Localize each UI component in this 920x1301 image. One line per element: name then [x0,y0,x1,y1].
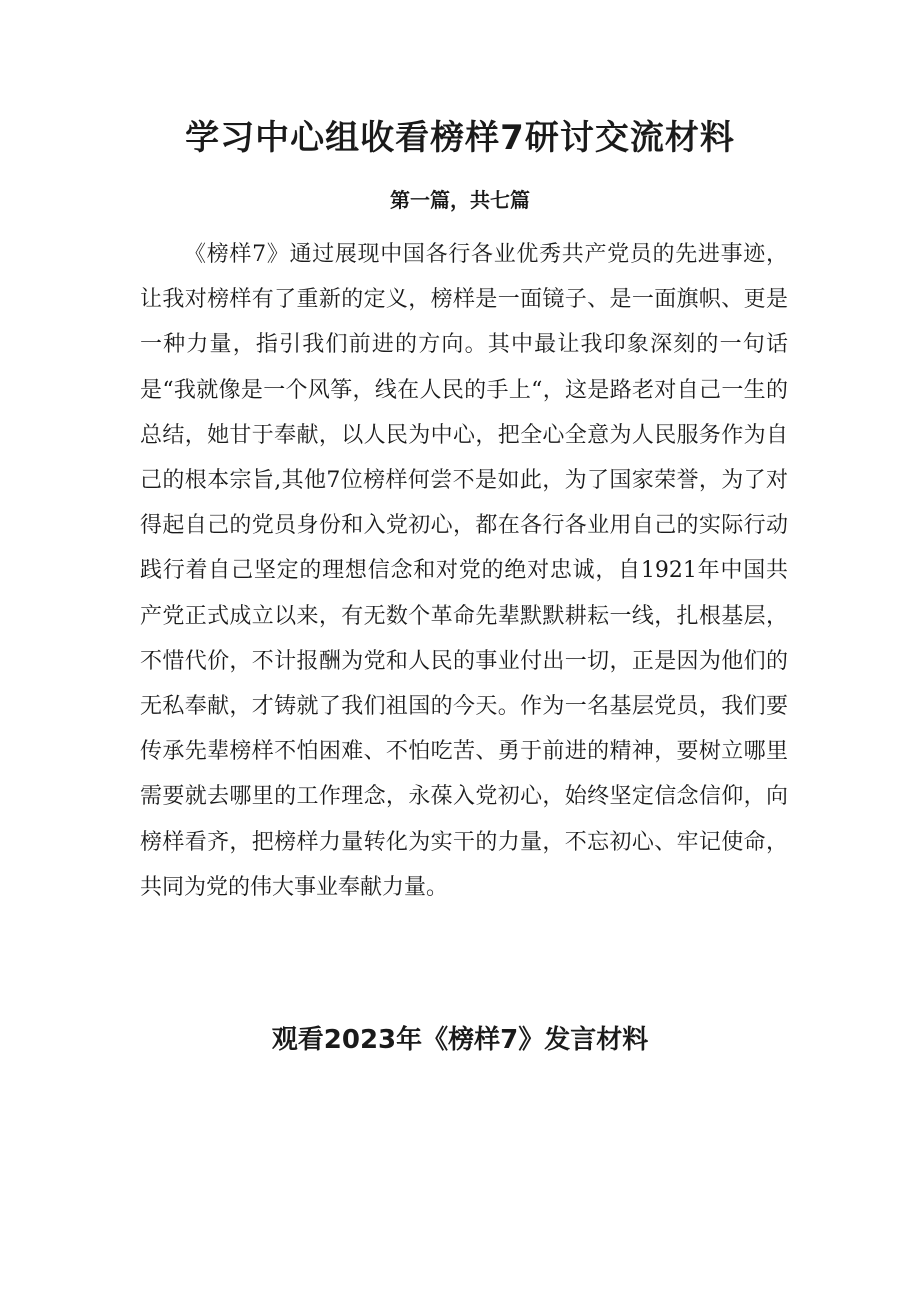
next-section-title: 观看2023年《榜样7》发言材料 [271,1025,649,1055]
section-heading: 第一篇，共七篇 [390,188,530,212]
body-paragraph: 《榜样7》通过展现中国各行各业优秀共产党员的先进事迹，让我对榜样有了重新的定义，榜样是一面镜子、是一面旗帜、更是一种力量，指引我们前进的方向。其中最让我印象深刻的一句话是“我就像是一个风筝，线在人民的手上“，这是路老对自己一生的总结，她甘于奉献，以人民为中心，把全心全意为人民服务作为自己的根本宗旨,其他7位榜样何尝不是如此，为了国家荣誉，为了对得起自己的党员身份和入党初心，都在各行各业用自己的实际行动践行着自己坚定的理想信念和对党的绝对忠诚，自1921年中国共产党正式成立以来，有无数个革命先辈默默耕耘一线，扎根基层，不惜代价，不计报酬为党和人民的事业付出一切，正是因为他们的无私奉献，才铸就了我们祖国的今天。作为一名基层党员，我们要传承先辈榜样不怕困难、不怕吃苦、勇于前进的精神，要树立哪里需要就去哪里的工作理念，永葆入党初心，始终坚定信念信仰，向榜样看齐，把榜样力量转化为实干的力量，不忘初心、牢记使命，共同为党的伟大事业奉献力量。 [140,242,788,900]
document-title: 学习中心组收看榜样7研讨交流材料 [185,118,735,158]
